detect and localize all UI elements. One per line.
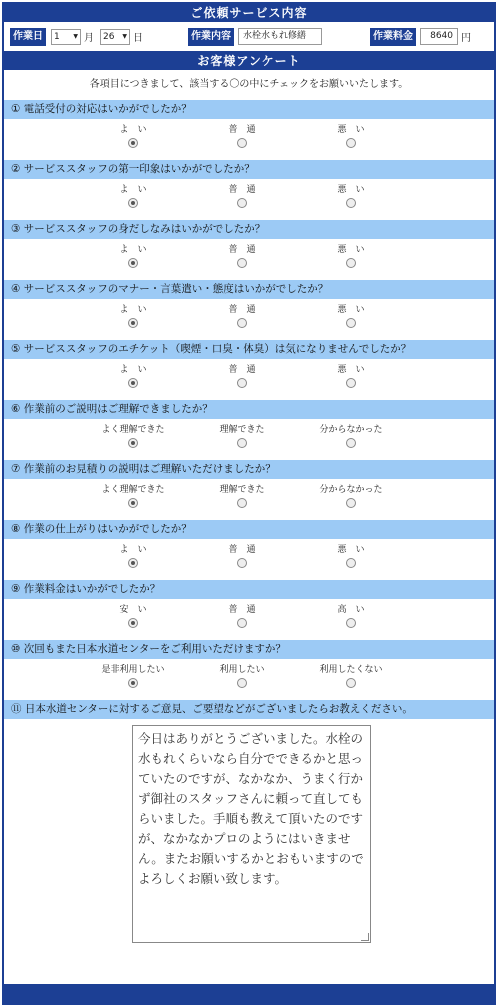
day-value: 26: [103, 31, 115, 42]
question-6-options: [4, 419, 494, 460]
radio-unselected-icon[interactable]: [346, 618, 356, 628]
question-1-options: [4, 119, 494, 160]
radio-option[interactable]: [78, 664, 188, 691]
radio-option-label: よく理解できた: [101, 485, 165, 495]
radio-option[interactable]: [78, 364, 188, 391]
question-1: ① 電話受付の対応はいかがでしたか？: [4, 100, 494, 119]
radio-unselected-icon[interactable]: [237, 678, 247, 688]
question-10: ⑩ 次回もまた日本水道センターをご利用いただけますか？: [4, 640, 494, 659]
radio-option[interactable]: [78, 124, 188, 151]
question-9: ⑨ 作業料金はいかがでしたか？: [4, 580, 494, 599]
radio-option-label: 安 い: [119, 605, 147, 615]
radio-option-label: 悪 い: [337, 125, 365, 135]
month-value: 1: [54, 31, 60, 42]
radio-option[interactable]: [296, 544, 406, 571]
radio-unselected-icon[interactable]: [346, 678, 356, 688]
radio-option-label: よく理解できた: [101, 425, 165, 435]
question-5: ⑤ サービススタッフのエチケット（喫煙・口臭・体臭）は気になりませんでしたか？: [4, 340, 494, 359]
question-3: ③ サービススタッフの身だしなみはいかがでしたか？: [4, 220, 494, 239]
radio-option-label: よ い: [119, 365, 147, 375]
radio-option-label: 理解できた: [219, 485, 265, 495]
fee-unit: 円: [461, 33, 471, 44]
radio-option[interactable]: [187, 124, 297, 151]
radio-option-label: 利用したくない: [319, 665, 383, 675]
radio-option-label: 普 通: [228, 125, 256, 135]
radio-option[interactable]: [187, 484, 297, 511]
radio-unselected-icon[interactable]: [346, 558, 356, 568]
radio-option[interactable]: [78, 244, 188, 271]
question-2: ② サービススタッフの第一印象はいかがでしたか？: [4, 160, 494, 179]
radio-option-label: よ い: [119, 125, 147, 135]
radio-unselected-icon[interactable]: [346, 258, 356, 268]
radio-option[interactable]: [296, 124, 406, 151]
radio-option-label: 普 通: [228, 185, 256, 195]
service-details-row: [4, 22, 494, 52]
radio-selected-icon[interactable]: [128, 678, 138, 688]
survey-header: お客様アンケート: [4, 52, 494, 70]
question-7-options: [4, 479, 494, 520]
radio-unselected-icon[interactable]: [346, 438, 356, 448]
radio-option-label: 悪 い: [337, 545, 365, 555]
radio-selected-icon[interactable]: [128, 438, 138, 448]
question-3-options: [4, 239, 494, 280]
radio-option[interactable]: [187, 304, 297, 331]
radio-option-label: よ い: [119, 245, 147, 255]
work-fee-label: 作業料金: [370, 28, 416, 46]
radio-unselected-icon[interactable]: [346, 198, 356, 208]
work-content-field[interactable]: 水栓水もれ修繕: [238, 28, 322, 45]
radio-option[interactable]: [78, 304, 188, 331]
comment-area: [4, 719, 494, 954]
radio-option-label: 分からなかった: [319, 485, 383, 495]
comment-text: 今日はありがとうございました。水栓の水もれくらいなら自分でできるかと思っていたのですが、なかなか、うまく行かず御社のスタッフさんに頼って直してもらいました。手順も教えて頂いたのですが、なかなかプロのようにはいきません。またお願いするかとおもいますのでよろしくお願い致します。: [138, 731, 364, 886]
question-list: [4, 100, 494, 700]
radio-option-label: 分からなかった: [319, 425, 383, 435]
question-4-options: [4, 299, 494, 340]
radio-option[interactable]: [296, 364, 406, 391]
radio-option-label: 普 通: [228, 365, 256, 375]
radio-option[interactable]: [187, 424, 297, 451]
question-6: ⑥ 作業前のご説明はご理解できましたか？: [4, 400, 494, 419]
radio-option-label: 悪 い: [337, 305, 365, 315]
chevron-down-icon: ▼: [122, 33, 127, 40]
question-2-options: [4, 179, 494, 220]
radio-option[interactable]: [187, 244, 297, 271]
radio-option-label: よ い: [119, 305, 147, 315]
survey-form: [2, 2, 496, 1005]
comment-question: ⑪ 日本水道センターに対するご意見、ご要望などがございましたらお教えください。: [4, 700, 494, 719]
radio-selected-icon[interactable]: [128, 318, 138, 328]
radio-unselected-icon[interactable]: [237, 498, 247, 508]
day-unit: 日: [133, 33, 143, 44]
radio-option-label: 是非利用したい: [101, 665, 165, 675]
radio-selected-icon[interactable]: [128, 618, 138, 628]
chevron-down-icon: ▼: [73, 33, 78, 40]
radio-unselected-icon[interactable]: [237, 198, 247, 208]
work-content-label: 作業内容: [188, 28, 234, 46]
question-8-options: [4, 539, 494, 580]
service-header: ご依頼サービス内容: [4, 4, 494, 22]
question-7: ⑦ 作業前のお見積りの説明はご理解いただけましたか？: [4, 460, 494, 479]
question-9-options: [4, 599, 494, 640]
radio-unselected-icon[interactable]: [237, 618, 247, 628]
radio-option[interactable]: [187, 184, 297, 211]
radio-option[interactable]: [296, 664, 406, 691]
radio-option-label: 悪 い: [337, 245, 365, 255]
work-date-label: 作業日: [10, 28, 46, 46]
radio-option[interactable]: [187, 604, 297, 631]
radio-option[interactable]: [296, 184, 406, 211]
comment-textarea[interactable]: [132, 725, 371, 943]
radio-option[interactable]: [78, 604, 188, 631]
radio-unselected-icon[interactable]: [237, 258, 247, 268]
question-8: ⑧ 作業の仕上がりはいかがでしたか？: [4, 520, 494, 539]
radio-selected-icon[interactable]: [128, 138, 138, 148]
radio-option-label: 悪 い: [337, 365, 365, 375]
radio-option-label: 普 通: [228, 545, 256, 555]
radio-unselected-icon[interactable]: [346, 378, 356, 388]
day-select[interactable]: [100, 29, 130, 45]
radio-option[interactable]: [78, 544, 188, 571]
radio-option[interactable]: [296, 304, 406, 331]
month-select[interactable]: [51, 29, 81, 45]
radio-option[interactable]: [187, 664, 297, 691]
radio-selected-icon[interactable]: [128, 498, 138, 508]
radio-option[interactable]: [78, 184, 188, 211]
radio-option[interactable]: [187, 544, 297, 571]
survey-intro: 各項目につきまして、該当する〇の中にチェックをお願いいたします。: [89, 79, 409, 90]
radio-unselected-icon[interactable]: [237, 558, 247, 568]
work-fee-field[interactable]: 8640: [420, 28, 458, 45]
radio-unselected-icon[interactable]: [237, 318, 247, 328]
question-5-options: [4, 359, 494, 400]
radio-unselected-icon[interactable]: [237, 378, 247, 388]
radio-option-label: よ い: [119, 185, 147, 195]
radio-option-label: 利用したい: [219, 665, 265, 675]
month-unit: 月: [84, 33, 94, 44]
radio-option[interactable]: [296, 424, 406, 451]
radio-unselected-icon[interactable]: [237, 438, 247, 448]
question-4: ④ サービススタッフのマナー・言葉遣い・態度はいかがでしたか？: [4, 280, 494, 299]
radio-selected-icon[interactable]: [128, 378, 138, 388]
radio-option[interactable]: [78, 424, 188, 451]
radio-option-label: よ い: [119, 545, 147, 555]
radio-selected-icon[interactable]: [128, 258, 138, 268]
radio-option-label: 高 い: [337, 605, 365, 615]
radio-option-label: 理解できた: [219, 425, 265, 435]
radio-unselected-icon[interactable]: [346, 318, 356, 328]
radio-unselected-icon[interactable]: [237, 138, 247, 148]
radio-option-label: 悪 い: [337, 185, 365, 195]
radio-selected-icon[interactable]: [128, 558, 138, 568]
radio-unselected-icon[interactable]: [346, 138, 356, 148]
radio-selected-icon[interactable]: [128, 198, 138, 208]
footer-bar: [4, 984, 494, 1003]
radio-option[interactable]: [187, 364, 297, 391]
radio-option-label: 普 通: [228, 245, 256, 255]
radio-option[interactable]: [296, 484, 406, 511]
question-10-options: [4, 659, 494, 700]
radio-option-label: 普 通: [228, 605, 256, 615]
radio-option[interactable]: [296, 244, 406, 271]
resize-handle-icon[interactable]: [361, 933, 369, 941]
radio-option[interactable]: [78, 484, 188, 511]
radio-option[interactable]: [296, 604, 406, 631]
radio-unselected-icon[interactable]: [346, 498, 356, 508]
radio-option-label: 普 通: [228, 305, 256, 315]
